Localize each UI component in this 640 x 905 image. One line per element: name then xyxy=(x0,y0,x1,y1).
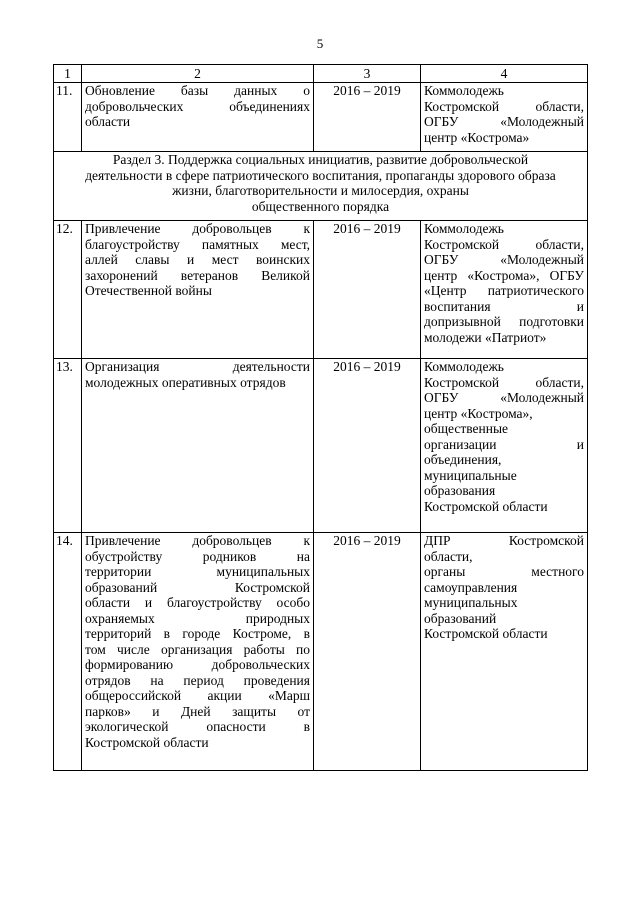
text-line: центр «Кострома», ОГБУ xyxy=(424,267,584,283)
text-line: организации и xyxy=(424,436,584,452)
text-line: общероссийской акции «Марш xyxy=(85,688,310,703)
text-line: ДПР Костромской xyxy=(424,533,584,548)
activity-table xyxy=(53,64,588,771)
activity-description xyxy=(82,221,314,359)
period: 2016 – 2019 xyxy=(314,221,421,359)
text-line: деятельности в сфере патриотического воспитания, пропаганды здорового образа xyxy=(85,167,556,183)
text-line: органы местного xyxy=(424,564,584,579)
text-line: самоуправления xyxy=(424,579,518,595)
row-number: 13. xyxy=(54,359,82,533)
row-number: 11. xyxy=(54,83,82,152)
text-line: Коммолодежь xyxy=(424,83,504,98)
text-line: общественного порядка xyxy=(251,198,390,214)
text-line: территорий в городе Костроме, в xyxy=(85,626,310,641)
text-line: Обновление базы данных о xyxy=(85,83,310,98)
text-line: Коммолодежь xyxy=(424,359,504,374)
text-line: допризывной подготовки xyxy=(424,314,584,329)
table-row-11 xyxy=(54,83,588,152)
text-line: захоронений ветеранов Великой xyxy=(85,267,310,283)
text-line: молодежи «Патриот» xyxy=(424,329,547,345)
text-line: парков» и Дней защиты от xyxy=(85,703,310,719)
text-line: Костромской области xyxy=(424,626,548,641)
text-line: образований xyxy=(424,610,497,626)
text-line: экологической опасности в xyxy=(85,719,310,734)
text-line: Костромской области xyxy=(85,734,209,750)
text-line: охраняемых природных xyxy=(85,610,310,626)
row-number: 14. xyxy=(54,533,82,771)
text-line: области и благоустройству особо xyxy=(85,595,310,610)
text-line: образований Костромской xyxy=(85,579,310,595)
text-line: Привлечение добровольцев к xyxy=(85,533,310,548)
page-number: 5 xyxy=(316,36,324,51)
text-line: благоустройству памятных мест, xyxy=(85,236,310,252)
column-header-3: 3 xyxy=(314,65,421,83)
text-line: области xyxy=(85,114,131,129)
text-line: жизни, благотворительности и милосердия, охраны xyxy=(172,183,469,198)
text-line: Коммолодежь xyxy=(424,221,504,236)
text-line: центр «Кострома» xyxy=(424,129,530,145)
text-line: отрядов на период проведения xyxy=(85,672,310,688)
column-header-4: 4 xyxy=(421,65,588,83)
activity-description xyxy=(82,533,314,771)
text-line: Привлечение добровольцев к xyxy=(85,221,310,236)
responsible-executors xyxy=(421,359,588,533)
text-line: молодежных оперативных отрядов xyxy=(85,374,286,390)
text-line: аллей славы и мест воинских xyxy=(85,252,310,267)
section-header-row xyxy=(54,152,588,221)
table-row-12 xyxy=(54,221,588,359)
table-row-14 xyxy=(54,533,588,771)
period: 2016 – 2019 xyxy=(314,359,421,533)
text-line: образования xyxy=(424,483,496,498)
text-line: ОГБУ «Молодежный xyxy=(424,252,584,267)
text-line: Костромской области, xyxy=(424,374,584,390)
text-line: объединения, xyxy=(424,452,502,467)
row-number: 12. xyxy=(54,221,82,359)
column-header-1: 1 xyxy=(54,65,82,83)
text-line: обустройству родников на xyxy=(85,548,310,564)
text-line: общественные xyxy=(424,421,509,436)
responsible-executors xyxy=(421,83,588,152)
table-row-13 xyxy=(54,359,588,533)
responsible-executors xyxy=(421,221,588,359)
activity-description xyxy=(82,359,314,533)
text-line: территории муниципальных xyxy=(85,564,310,579)
text-line: воспитания и xyxy=(424,298,584,314)
text-line: том числе организация работы по xyxy=(85,641,310,657)
column-header-2: 2 xyxy=(82,65,314,83)
period: 2016 – 2019 xyxy=(314,533,421,771)
text-line: Костромской области xyxy=(424,498,548,514)
text-line: формированию добровольческих xyxy=(85,657,310,672)
text-line: муниципальных xyxy=(424,595,518,610)
section-title xyxy=(54,152,588,221)
text-line: ОГБУ «Молодежный xyxy=(424,114,584,129)
text-line: «Центр патриотического xyxy=(424,283,584,298)
text-line: Отечественной войны xyxy=(85,283,212,298)
period: 2016 – 2019 xyxy=(314,83,421,152)
responsible-executors xyxy=(421,533,588,771)
text-line: центр «Кострома», xyxy=(424,405,533,421)
text-line: Организация деятельности xyxy=(85,359,310,374)
text-line: области, xyxy=(424,548,473,564)
text-line: Раздел 3. Поддержка социальных инициатив, развитие добровольческой xyxy=(112,152,529,167)
text-line: ОГБУ «Молодежный xyxy=(424,390,584,405)
activity-description xyxy=(82,83,314,152)
text-line: Костромской области, xyxy=(424,98,584,114)
table-header-row xyxy=(54,65,588,83)
text-line: добровольческих объединениях xyxy=(85,98,310,114)
text-line: муниципальные xyxy=(424,467,517,483)
text-line: Костромской области, xyxy=(424,236,584,252)
